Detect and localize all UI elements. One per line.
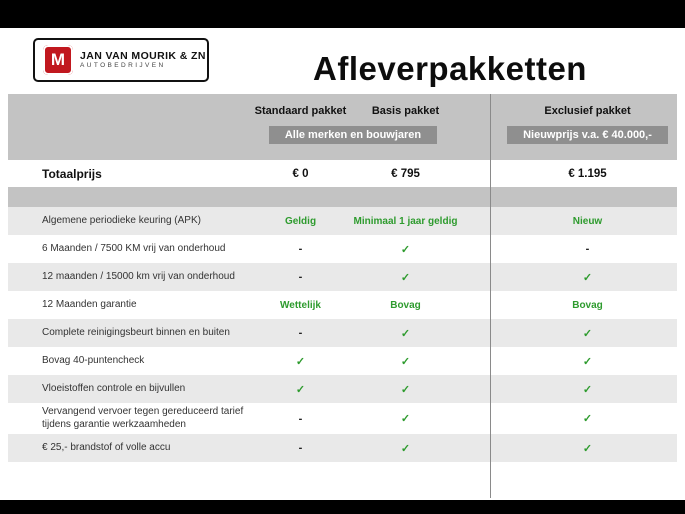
row-label: 12 Maanden garantie — [42, 298, 137, 310]
price-exclusief: € 1.195 — [568, 167, 607, 180]
check-icon: ✓ — [400, 383, 411, 396]
row-label: Algemene periodieke keuring (APK) — [42, 214, 201, 226]
check-icon: ✓ — [400, 442, 411, 455]
table-row — [8, 434, 677, 462]
row-value: Geldig — [284, 215, 317, 227]
row-label: € 25,- brandstof of volle accu — [42, 441, 171, 453]
table-row — [8, 319, 677, 347]
logo-company-name: JAN VAN MOURIK & ZN — [80, 50, 206, 63]
dash-mark: - — [585, 243, 590, 255]
row-value: Bovag — [572, 299, 603, 311]
page-header — [0, 28, 685, 94]
table-row — [8, 403, 677, 434]
table-row — [8, 263, 677, 291]
dash-mark: - — [298, 243, 303, 255]
row-label: 12 maanden / 15000 km vrij van onderhoud — [42, 270, 235, 282]
check-icon: ✓ — [400, 413, 411, 425]
dash-mark: - — [298, 412, 303, 425]
top-black-bar — [0, 0, 685, 28]
table-row — [8, 347, 677, 375]
price-row — [8, 160, 677, 187]
column-header-exclusief: Exclusief pakket — [544, 105, 631, 117]
check-icon: ✓ — [582, 413, 593, 425]
row-label: Bovag 40-puntencheck — [42, 354, 145, 366]
page-title: Afleverpakketten — [313, 50, 587, 87]
bottom-black-bar — [0, 500, 685, 514]
check-icon: ✓ — [582, 355, 593, 368]
check-icon: ✓ — [400, 355, 411, 368]
row-value: Nieuw — [572, 215, 603, 227]
price-standaard: € 0 — [292, 167, 309, 180]
badge-alle-merken: Alle merken en bouwjaren — [269, 126, 437, 144]
check-icon: ✓ — [295, 355, 306, 368]
check-icon: ✓ — [582, 271, 593, 284]
column-divider-line — [490, 94, 491, 498]
row-value: Bovag — [390, 299, 421, 311]
check-icon: ✓ — [295, 383, 306, 396]
column-header-standaard: Standaard pakket — [254, 105, 347, 117]
check-icon: ✓ — [400, 327, 411, 340]
price-basis: € 795 — [391, 167, 420, 180]
check-icon: ✓ — [400, 271, 411, 284]
dash-mark: - — [298, 442, 303, 454]
column-header-basis: Basis pakket — [371, 105, 440, 117]
table-header-band — [8, 94, 677, 160]
table-row — [8, 291, 677, 319]
table-row — [8, 235, 677, 263]
logo-text — [80, 50, 206, 70]
row-label: Vloeistoffen controle en bijvullen — [42, 382, 186, 394]
check-icon: ✓ — [582, 442, 593, 455]
badge-nieuwprijs: Nieuwprijs v.a. € 40.000,- — [507, 126, 668, 144]
package-comparison-table — [8, 94, 677, 462]
price-row-label: Totaalprijs — [42, 166, 102, 181]
check-icon: ✓ — [400, 243, 411, 256]
row-label: 6 Maanden / 7500 KM vrij van onderhoud — [42, 242, 226, 254]
row-label: Vervangend vervoer tegen gereduceerd tarief tijdens garantie werkzaamheden — [42, 406, 244, 430]
check-icon: ✓ — [582, 383, 593, 396]
company-logo — [33, 38, 209, 82]
check-icon: ✓ — [582, 327, 593, 340]
gray-spacer-band — [8, 187, 677, 207]
row-label: Complete reinigingsbeurt binnen en buiten — [42, 326, 230, 338]
table-row — [8, 375, 677, 403]
logo-m-icon: M — [43, 45, 73, 75]
dash-mark: - — [298, 327, 303, 339]
dash-mark: - — [298, 271, 303, 283]
badge-wrap-left — [248, 126, 458, 144]
row-value: Wettelijk — [280, 299, 321, 311]
table-row — [8, 207, 677, 235]
logo-subtitle: AUTOBEDRIJVEN — [80, 62, 166, 70]
feature-rows — [8, 207, 677, 462]
row-value: Minimaal 1 jaar geldig — [353, 215, 458, 227]
